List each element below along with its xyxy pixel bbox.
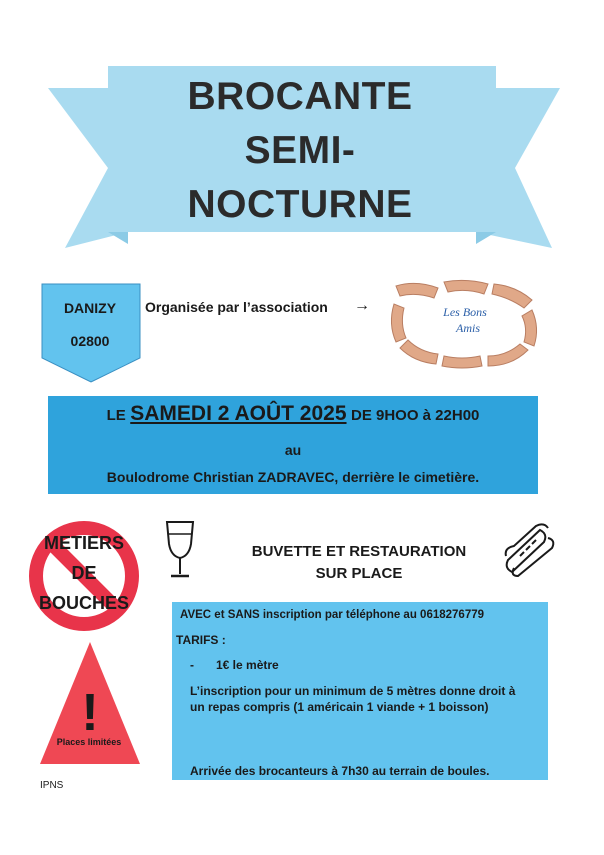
title-line-2: SEMI- <box>244 129 356 172</box>
organizer-label: Organisée par l’association <box>145 299 328 315</box>
refreshments-text <box>220 541 498 585</box>
info-tarifs: TARIFS : <box>176 633 226 647</box>
warning-label: Places limitées <box>56 737 122 747</box>
hotdog-icon <box>500 520 558 578</box>
logo-text-line-2: Amis <box>456 321 480 335</box>
forbidden-line-1: METIERS <box>43 533 124 553</box>
event-place: Boulodrome Christian ZADRAVEC, derrière le cimetière. <box>106 469 480 485</box>
event-le: LE <box>106 407 126 424</box>
event-date-line <box>48 402 538 426</box>
event-au: au <box>284 442 302 458</box>
location-town: DANIZY <box>63 300 117 316</box>
event-date: SAMEDI 2 AOÛT 2025 <box>130 402 347 425</box>
event-hours: DE 9HOO à 22H00 <box>350 407 480 424</box>
wine-glass-icon <box>163 520 197 580</box>
warning-symbol: ! <box>81 684 99 742</box>
title-line-3: NOCTURNE <box>187 183 413 226</box>
info-price-value: 1€ le mètre <box>216 658 279 672</box>
info-price <box>190 658 279 672</box>
refreshments-line-1: BUVETTE ET RESTAURATION <box>251 543 467 560</box>
warning-icon <box>38 640 142 766</box>
page-title <box>130 70 470 232</box>
info-bullet: - <box>190 658 194 672</box>
title-line-1: BROCANTE <box>187 75 413 118</box>
logo-text-line-1: Les Bons <box>443 305 487 319</box>
forbidden-text <box>18 528 150 618</box>
info-phone: AVEC et SANS inscription par téléphone au 0618276779 <box>180 609 485 621</box>
info-arrival: Arrivée des brocanteurs à 7h30 au terrain de boules. <box>190 764 490 778</box>
location-postcode: 02800 <box>70 333 110 349</box>
forbidden-line-2: DE <box>71 563 97 583</box>
forbidden-line-3: BOUCHES <box>38 593 129 613</box>
location-text <box>44 292 136 358</box>
refreshments-line-2: SUR PLACE <box>315 565 403 582</box>
footer-ipns: IPNS <box>40 780 64 791</box>
association-logo <box>386 276 544 372</box>
arrow-right-icon: → <box>354 297 370 314</box>
info-meal: L’inscription pour un minimum de 5 mètres donne droit à un repas compris (1 américain 1 viande + 1 boisson) <box>190 684 516 714</box>
